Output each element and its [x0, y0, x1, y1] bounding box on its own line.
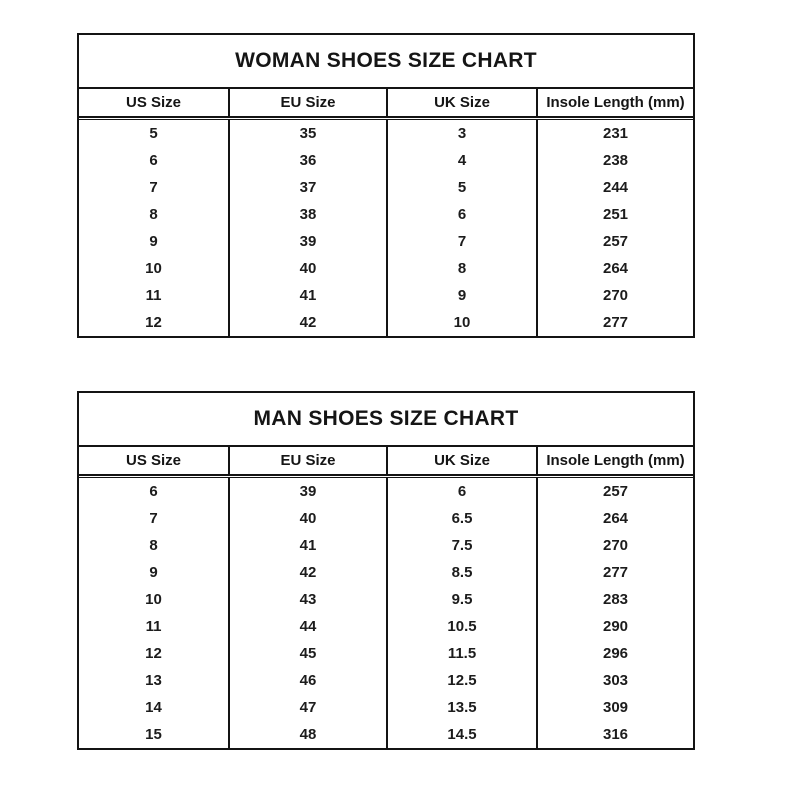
data-cell-us-size: 12: [79, 640, 230, 667]
data-cell-eu-size: 40: [230, 505, 388, 532]
data-cell-insole-length-mm: 238: [602, 152, 629, 169]
column-header-us-size: US Size: [79, 89, 230, 116]
man-chart-grid: [79, 447, 693, 748]
data-cell-uk-size: 10.5: [388, 613, 538, 640]
data-cell-us-size: 13: [79, 667, 230, 694]
woman-chart-title: WOMAN SHOES SIZE CHART: [79, 35, 693, 89]
data-cell-us-size: 10: [79, 586, 230, 613]
table-body: [79, 478, 693, 748]
data-cell-uk-size: 10: [388, 309, 538, 336]
data-cell-uk-size: 6.5: [388, 505, 538, 532]
column-header-row: [79, 89, 693, 118]
column-header-row: [79, 447, 693, 476]
table-row: [79, 282, 693, 309]
data-cell-us-size: 7: [79, 505, 230, 532]
data-cell-eu-size: 39: [230, 228, 388, 255]
data-cell-insole-length-mm: 251: [602, 206, 629, 223]
data-cell-uk-size: 9.5: [388, 586, 538, 613]
table-row: [79, 532, 693, 559]
data-cell-us-size: 9: [79, 228, 230, 255]
table-row: [79, 667, 693, 694]
data-cell-insole-length-mm: 277: [602, 314, 629, 331]
table-row: [79, 613, 693, 640]
data-cell-insole-length-mm: 257: [602, 233, 629, 250]
data-cell-eu-size: 48: [230, 721, 388, 748]
data-cell-insole-length-mm: 316: [602, 726, 629, 743]
data-cell-uk-size: 7.5: [388, 532, 538, 559]
data-cell-us-size: 11: [79, 282, 230, 309]
table-row: [79, 559, 693, 586]
data-cell-eu-size: 37: [230, 174, 388, 201]
column-header-uk-size: UK Size: [388, 447, 538, 474]
data-cell-eu-size: 36: [230, 147, 388, 174]
data-cell-eu-size: 47: [230, 694, 388, 721]
data-cell-insole-length-mm: 231: [602, 125, 629, 142]
data-cell-eu-size: 41: [230, 282, 388, 309]
table-row: [79, 694, 693, 721]
table-row: [79, 120, 693, 147]
table-row: [79, 255, 693, 282]
data-cell-eu-size: 38: [230, 201, 388, 228]
data-cell-eu-size: 40: [230, 255, 388, 282]
data-cell-insole-length-mm: 303: [602, 672, 629, 689]
data-cell-eu-size: 46: [230, 667, 388, 694]
data-cell-uk-size: 14.5: [388, 721, 538, 748]
data-cell-insole-length-mm: 296: [602, 645, 629, 662]
table-row: [79, 640, 693, 667]
data-cell-insole-length-mm: 270: [602, 537, 629, 554]
column-header-eu-size: EU Size: [230, 89, 388, 116]
data-cell-eu-size: 45: [230, 640, 388, 667]
table-row: [79, 721, 693, 748]
column-header-us-size: US Size: [79, 447, 230, 474]
man-size-chart-table: [77, 391, 695, 750]
table-row: [79, 147, 693, 174]
table-row: [79, 174, 693, 201]
data-cell-uk-size: 3: [388, 120, 538, 147]
data-cell-uk-size: 6: [388, 478, 538, 505]
data-cell-insole-length-mm: 270: [602, 287, 629, 304]
data-cell-us-size: 7: [79, 174, 230, 201]
data-cell-eu-size: 42: [230, 309, 388, 336]
data-cell-insole-length-mm: 309: [602, 699, 629, 716]
woman-size-chart-table: [77, 33, 695, 338]
data-cell-eu-size: 42: [230, 559, 388, 586]
data-cell-us-size: 8: [79, 532, 230, 559]
table-row: [79, 201, 693, 228]
data-cell-us-size: 10: [79, 255, 230, 282]
data-cell-us-size: 5: [79, 120, 230, 147]
data-cell-uk-size: 13.5: [388, 694, 538, 721]
data-cell-insole-length-mm: 283: [602, 591, 629, 608]
data-cell-uk-size: 12.5: [388, 667, 538, 694]
data-cell-eu-size: 43: [230, 586, 388, 613]
data-cell-insole-length-mm: 264: [602, 260, 629, 277]
data-cell-uk-size: 8.5: [388, 559, 538, 586]
data-cell-eu-size: 39: [230, 478, 388, 505]
data-cell-insole-length-mm: 290: [602, 618, 629, 635]
data-cell-insole-length-mm: 257: [602, 483, 629, 500]
data-cell-us-size: 6: [79, 147, 230, 174]
data-cell-uk-size: 11.5: [388, 640, 538, 667]
data-cell-us-size: 15: [79, 721, 230, 748]
data-cell-uk-size: 4: [388, 147, 538, 174]
column-header-uk-size: UK Size: [388, 89, 538, 116]
data-cell-us-size: 8: [79, 201, 230, 228]
data-cell-uk-size: 6: [388, 201, 538, 228]
data-cell-uk-size: 5: [388, 174, 538, 201]
table-row: [79, 309, 693, 336]
column-header-eu-size: EU Size: [230, 447, 388, 474]
data-cell-us-size: 9: [79, 559, 230, 586]
table-row: [79, 586, 693, 613]
data-cell-us-size: 14: [79, 694, 230, 721]
data-cell-uk-size: 8: [388, 255, 538, 282]
column-header-insole-length-mm: Insole Length (mm): [546, 452, 685, 469]
man-chart-title: MAN SHOES SIZE CHART: [79, 393, 693, 447]
table-row: [79, 478, 693, 505]
table-row: [79, 228, 693, 255]
data-cell-insole-length-mm: 264: [602, 510, 629, 527]
data-cell-eu-size: 41: [230, 532, 388, 559]
woman-chart-grid: [79, 89, 693, 336]
table-body: [79, 120, 693, 336]
data-cell-uk-size: 7: [388, 228, 538, 255]
table-row: [79, 505, 693, 532]
data-cell-us-size: 12: [79, 309, 230, 336]
data-cell-eu-size: 44: [230, 613, 388, 640]
data-cell-eu-size: 35: [230, 120, 388, 147]
data-cell-insole-length-mm: 244: [602, 179, 629, 196]
data-cell-us-size: 11: [79, 613, 230, 640]
data-cell-us-size: 6: [79, 478, 230, 505]
column-header-insole-length-mm: Insole Length (mm): [546, 94, 685, 111]
data-cell-uk-size: 9: [388, 282, 538, 309]
data-cell-insole-length-mm: 277: [602, 564, 629, 581]
